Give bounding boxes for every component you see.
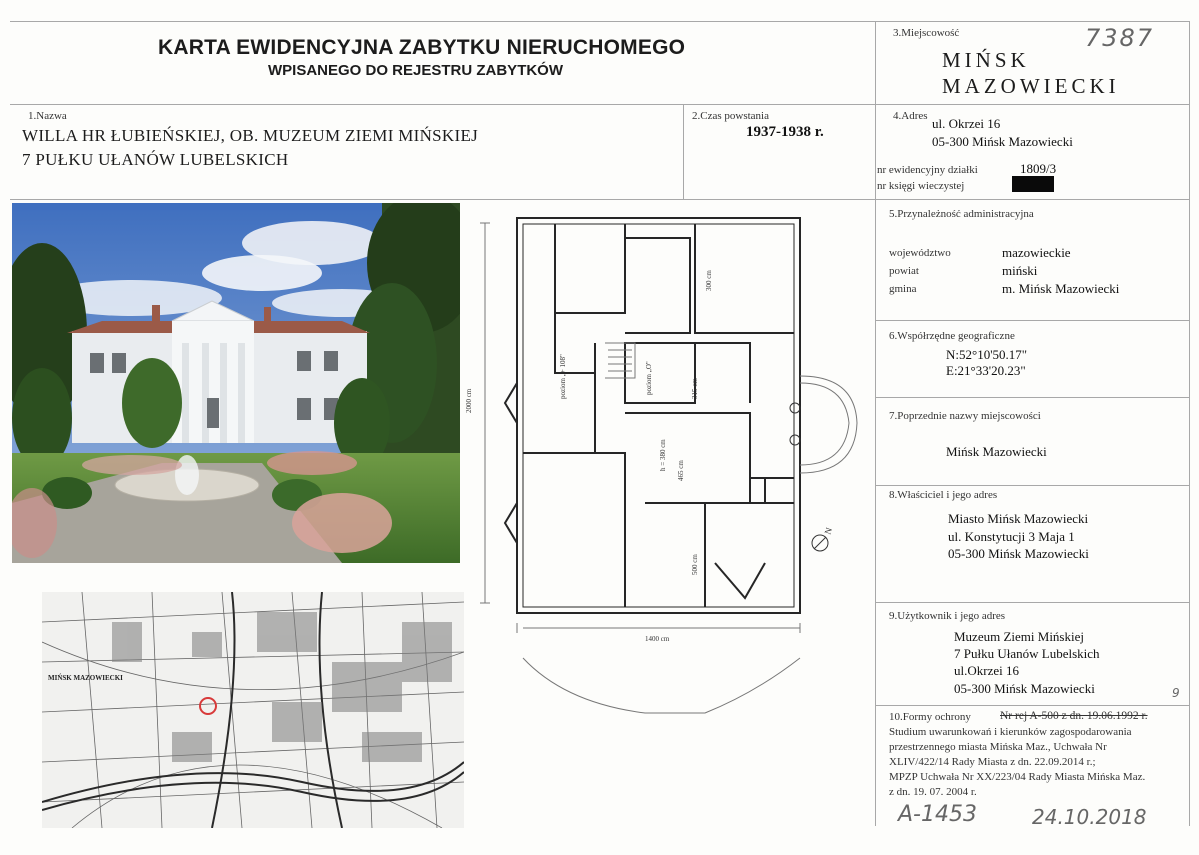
previous-town-name: Mińsk Mazowiecki	[946, 444, 1047, 459]
rule-name-bottom	[10, 199, 875, 200]
handwritten-register-number: A-1453	[898, 802, 977, 827]
object-name-line-1: WILLA HR ŁUBIEŃSKIEJ, OB. MUZEUM ZIEMI MIŃSKIEJ	[22, 126, 479, 145]
parcel-label: nr ewidencyjny działki	[877, 164, 978, 176]
owner-line-3: 05-300 Mińsk Mazowiecki	[948, 546, 1089, 561]
construction-date: 1937-1938 r.	[746, 124, 824, 140]
plan-height-label: h = 380 cm	[659, 439, 667, 471]
rule-right-320	[875, 320, 1190, 321]
rule-right-200	[875, 199, 1190, 200]
protection-line-1: Studium uwarunkowań i kierunków zagospodarowania	[889, 726, 1132, 738]
card-subtitle: WPISANEGO DO REJESTRU ZABYTKÓW	[268, 62, 564, 79]
parcel-value: 1809/3	[1020, 161, 1057, 176]
rule-vert-date	[683, 104, 684, 199]
town-line-1: MIŃSK	[942, 48, 1030, 72]
rule-right-397	[875, 397, 1190, 398]
handwritten-number: 7387	[1085, 24, 1155, 52]
handwritten-margin-mark: 9	[1172, 686, 1180, 700]
field-4-label: 4.Adres	[893, 110, 928, 122]
redacted-ledger-number	[1012, 176, 1054, 192]
admin-key-voivodeship: województwo	[889, 247, 951, 259]
address-street: ul. Okrzei 16	[932, 116, 1001, 131]
map-town-label: MIŃSK MAZOWIECKI	[48, 674, 123, 682]
admin-key-commune: gmina	[889, 283, 917, 295]
field-7-label: 7.Poprzednie nazwy miejscowości	[889, 410, 1041, 422]
plan-dim-room-lower: 465 cm	[677, 460, 685, 481]
plan-dim-room-mid: 315 cm	[691, 378, 699, 399]
floor-plan	[465, 203, 875, 720]
user-line-4: 05-300 Mińsk Mazowiecki	[954, 681, 1095, 696]
plan-dim-height: 2000 cm	[465, 388, 473, 413]
coords-lon: E:21°33'20.23"	[946, 363, 1026, 378]
owner-line-2: ul. Konstytucji 3 Maja 1	[948, 529, 1075, 544]
admin-value-county: miński	[1002, 263, 1038, 278]
plan-dim-room-bottom: 500 cm	[691, 554, 699, 575]
plan-level-label-1: poziom „+ 108"	[559, 354, 567, 399]
rule-right-602	[875, 602, 1190, 603]
field-1-label: 1.Nazwa	[28, 110, 67, 122]
protection-struck-entry: Nr rej A-500 z dn. 19.06.1992 r.	[1000, 710, 1148, 722]
user-line-3: ul.Okrzei 16	[954, 663, 1019, 678]
rule-header-bottom	[10, 104, 1190, 105]
field-8-label: 8.Właściciel i jego adres	[889, 489, 998, 501]
rule-vert-right	[875, 21, 876, 826]
coords-lat: N:52°10'50.17"	[946, 347, 1028, 362]
plan-dim-room-top: 300 cm	[705, 270, 713, 291]
user-line-2: 7 Pułku Ułanów Lubelskich	[954, 646, 1100, 661]
protection-line-2: przestrzennego miasta Mińska Maz., Uchwała Nr	[889, 741, 1107, 753]
villa-photo	[12, 203, 460, 563]
field-6-label: 6.Współrzędne geograficzne	[889, 330, 1015, 342]
user-line-1: Muzeum Ziemi Mińskiej	[954, 629, 1084, 644]
rule-vert-far	[1189, 21, 1190, 826]
rule-right-485	[875, 485, 1190, 486]
location-map	[42, 592, 464, 828]
town-line-2: MAZOWIECKI	[942, 74, 1120, 98]
ledger-label: nr księgi wieczystej	[877, 180, 965, 192]
protection-line-4: MPZP Uchwała Nr XX/223/04 Rady Miasta Mińska Maz.	[889, 771, 1146, 783]
protection-line-5: z dn. 19. 07. 2004 r.	[889, 786, 977, 798]
owner-line-1: Miasto Mińsk Mazowiecki	[948, 511, 1089, 526]
field-5-label: 5.Przynależność administracyjna	[889, 208, 1034, 220]
object-name-line-2: 7 PUŁKU UŁANÓW LUBELSKICH	[22, 150, 289, 169]
card-title: KARTA EWIDENCYJNA ZABYTKU NIERUCHOMEGO	[158, 36, 686, 59]
admin-value-voivodeship: mazowieckie	[1002, 245, 1071, 260]
rule-top	[10, 21, 1190, 22]
handwritten-date: 24.10.2018	[1032, 805, 1147, 829]
field-9-label: 9.Użytkownik i jego adres	[889, 610, 1006, 622]
field-2-label: 2.Czas powstania	[692, 110, 769, 122]
plan-north-label: N	[822, 526, 835, 536]
address-city: 05-300 Mińsk Mazowiecki	[932, 134, 1073, 149]
field-3-label: 3.Miejscowość	[893, 27, 960, 39]
plan-dim-width: 1400 cm	[645, 635, 670, 643]
admin-value-commune: m. Mińsk Mazowiecki	[1002, 281, 1120, 296]
rule-right-705	[875, 705, 1190, 706]
admin-key-county: powiat	[889, 265, 919, 277]
plan-level-label-2: poziom „O"	[645, 361, 653, 395]
protection-line-3: XLIV/422/14 Rady Miasta z dn. 22.09.2014 r.;	[889, 756, 1096, 768]
field-10-label: 10.Formy ochrony	[889, 711, 971, 723]
